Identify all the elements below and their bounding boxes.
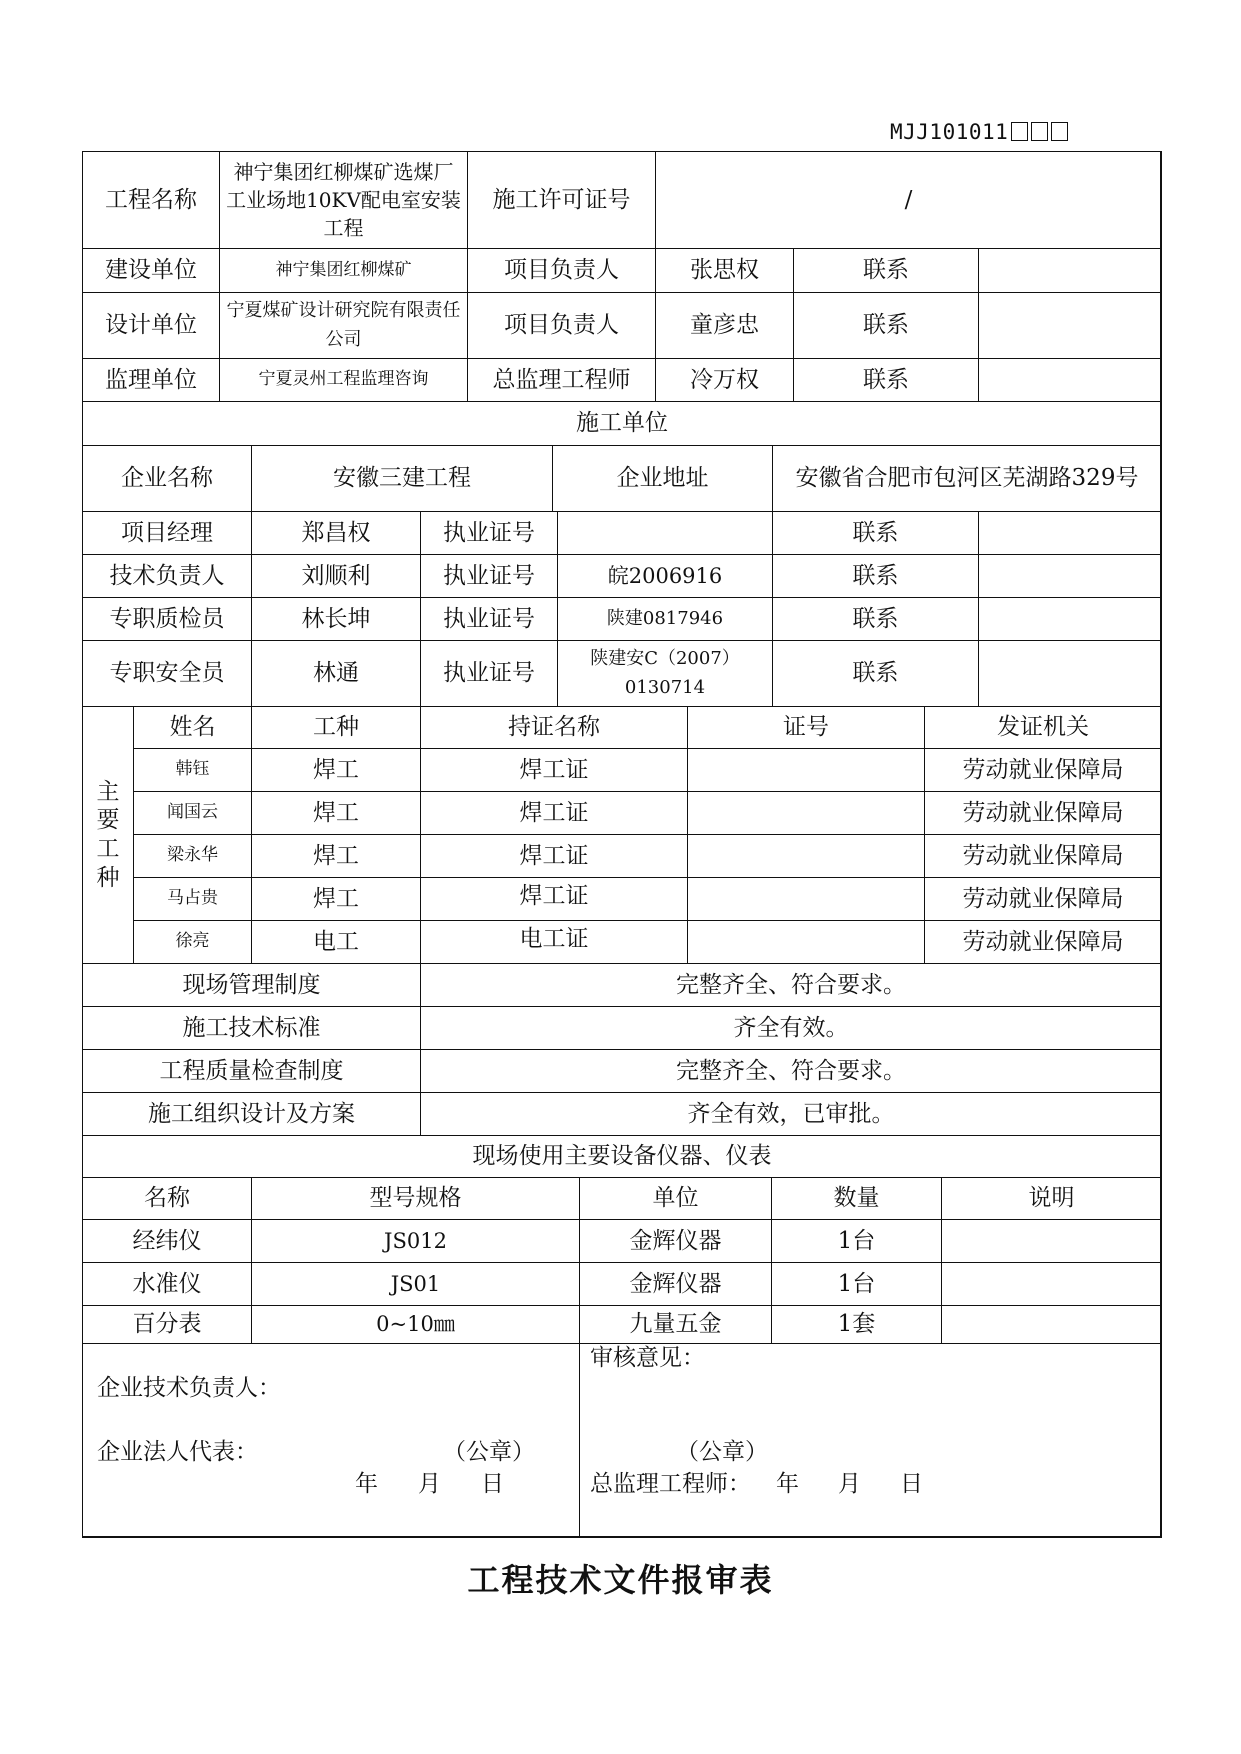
staff-cert-label: 执业证号: [421, 555, 558, 598]
party-role: 总监理工程师: [468, 359, 656, 402]
worker-trade: 焊工: [252, 749, 421, 792]
worker-cert-no: [688, 921, 925, 964]
party-contact-label: 联系: [794, 359, 979, 402]
code-box-1: [1011, 122, 1028, 141]
worker-name: 韩钰: [134, 749, 252, 792]
party-name: 宁夏灵州工程监理咨询: [220, 359, 468, 402]
management-label: 施工技术标准: [83, 1007, 421, 1050]
worker-trade: 电工: [252, 921, 421, 964]
staff-name: 林长坤: [252, 598, 421, 641]
equipment-model: JS01: [252, 1263, 580, 1306]
staff-cert-label: 执业证号: [421, 512, 558, 555]
staff-cert: 陕建安C（2007）0130714: [558, 641, 773, 707]
workers-col-issuer: 发证机关: [925, 707, 1162, 749]
party-contact-label: 联系: [794, 249, 979, 293]
party-label: 设计单位: [83, 293, 220, 359]
review-year: 年: [776, 1471, 799, 1497]
party-row: [83, 249, 1162, 293]
staff-role: 项目经理: [83, 512, 252, 555]
staff-contact-value: [979, 641, 1162, 707]
address-label: 企业地址: [553, 446, 773, 512]
management-row: [83, 1050, 1162, 1093]
signoff-right: [580, 1344, 1162, 1538]
worker-cert-name: 焊工证: [421, 749, 688, 792]
company-table: [82, 445, 1162, 512]
party-row: [83, 359, 1162, 402]
staff-cert-label: 执业证号: [421, 598, 558, 641]
management-value: 完整齐全、符合要求。: [421, 964, 1162, 1007]
staff-cert: 陕建0817946: [558, 598, 773, 641]
staff-cert: [558, 512, 773, 555]
worker-cert-name: 焊工证: [421, 792, 688, 835]
staff-row: [83, 641, 1162, 707]
management-value: 齐全有效，已审批。: [421, 1093, 1162, 1136]
equipment-note: [942, 1306, 1162, 1344]
equipment-unit: 九量五金: [580, 1306, 772, 1344]
management-label: 工程质量检查制度: [83, 1050, 421, 1093]
staff-row: [83, 598, 1162, 641]
party-role: 项目负责人: [468, 293, 656, 359]
equipment-model: 0~10㎜: [252, 1306, 580, 1344]
worker-row: [83, 792, 1162, 835]
worker-trade: 焊工: [252, 835, 421, 878]
company-seal: （公章）: [443, 1439, 535, 1465]
worker-issuer: 劳动就业保障局: [925, 921, 1162, 964]
equipment-col-row: [83, 1178, 1162, 1220]
sign-day: 日: [481, 1471, 504, 1497]
worker-issuer: 劳动就业保障局: [925, 878, 1162, 921]
equipment-qty: 1台: [772, 1220, 942, 1263]
party-name: 神宁集团红柳煤矿: [220, 249, 468, 293]
staff-row: [83, 555, 1162, 598]
party-row: [83, 293, 1162, 359]
party-contact-value: [979, 359, 1162, 402]
document-code: [890, 120, 1068, 144]
workers-table: [82, 706, 1162, 964]
worker-name: 马占贵: [134, 878, 252, 921]
worker-row: [83, 749, 1162, 792]
equipment-row: [83, 1220, 1162, 1263]
document-code-text: MJJ101011: [890, 120, 1009, 144]
construction-header-row: [83, 402, 1162, 446]
equipment-table: [82, 1177, 1162, 1344]
party-label: 监理单位: [83, 359, 220, 402]
equipment-col-note: 说明: [942, 1178, 1162, 1220]
worker-row: [83, 878, 1162, 921]
workers-header-row: [83, 707, 1162, 749]
staff-role: 技术负责人: [83, 555, 252, 598]
worker-row: [83, 835, 1162, 878]
party-contact-label: 联系: [794, 293, 979, 359]
document-title: 工程技术文件报审表: [467, 1561, 774, 1599]
equipment-note: [942, 1220, 1162, 1263]
worker-trade: 焊工: [252, 878, 421, 921]
equipment-col-model: 型号规格: [252, 1178, 580, 1220]
project-table: [82, 151, 1162, 446]
project-label: 工程名称: [83, 152, 220, 249]
staff-cert-label: 执业证号: [421, 641, 558, 707]
staff-contact-value: [979, 598, 1162, 641]
signoff-left: [83, 1344, 580, 1538]
management-value: 齐全有效。: [421, 1007, 1162, 1050]
management-label: 现场管理制度: [83, 964, 421, 1007]
staff-contact-value: [979, 512, 1162, 555]
project-row: [83, 152, 1162, 249]
supervisor-seal: （公章）: [676, 1439, 768, 1465]
equipment-name: 百分表: [83, 1306, 252, 1344]
signoff-row: [83, 1344, 1162, 1538]
workers-col-trade: 工种: [252, 707, 421, 749]
worker-cert-no: [688, 792, 925, 835]
equipment-name: 经纬仪: [83, 1220, 252, 1263]
staff-name: 郑昌权: [252, 512, 421, 555]
workers-side-label-text: 主要工种: [96, 778, 120, 891]
code-box-3: [1051, 122, 1068, 141]
equipment-model: JS012: [252, 1220, 580, 1263]
signoff-table: [82, 1343, 1162, 1538]
party-role: 项目负责人: [468, 249, 656, 293]
equipment-unit: 金辉仪器: [580, 1263, 772, 1306]
worker-name: 梁永华: [134, 835, 252, 878]
worker-issuer: 劳动就业保障局: [925, 835, 1162, 878]
management-table: [82, 963, 1162, 1178]
management-label: 施工组织设计及方案: [83, 1093, 421, 1136]
review-month: 月: [838, 1471, 861, 1497]
equipment-row: [83, 1263, 1162, 1306]
staff-row: [83, 512, 1162, 555]
company-row: [83, 446, 1162, 512]
staff-table: [82, 511, 1162, 707]
staff-name: 林通: [252, 641, 421, 707]
company-name: 安徽三建工程: [252, 446, 553, 512]
worker-cert-no: [688, 878, 925, 921]
party-person: 张思权: [656, 249, 794, 293]
staff-role: 专职安全员: [83, 641, 252, 707]
equipment-col-qty: 数量: [772, 1178, 942, 1220]
equipment-row: [83, 1306, 1162, 1344]
equipment-header-row: [83, 1136, 1162, 1178]
worker-cert-no: [688, 749, 925, 792]
management-value: 完整齐全、符合要求。: [421, 1050, 1162, 1093]
equipment-col-unit: 单位: [580, 1178, 772, 1220]
equipment-unit: 金辉仪器: [580, 1220, 772, 1263]
workers-col-name: 姓名: [134, 707, 252, 749]
party-name: 宁夏煤矿设计研究院有限责任公司: [220, 293, 468, 359]
staff-name: 刘顺利: [252, 555, 421, 598]
sign-year: 年: [355, 1471, 378, 1497]
staff-contact-label: 联系: [773, 641, 979, 707]
equipment-col-name: 名称: [83, 1178, 252, 1220]
worker-issuer: 劳动就业保障局: [925, 749, 1162, 792]
review-day: 日: [900, 1471, 923, 1497]
party-person: 童彦忠: [656, 293, 794, 359]
equipment-qty: 1台: [772, 1263, 942, 1306]
legal-rep-label: 企业法人代表：: [97, 1439, 258, 1465]
worker-row: [83, 921, 1162, 964]
company-label: 企业名称: [83, 446, 252, 512]
management-row: [83, 1093, 1162, 1136]
worker-cert-no: [688, 835, 925, 878]
company-address: 安徽省合肥市包河区芜湖路329号: [773, 446, 1162, 512]
worker-issuer: 劳动就业保障局: [925, 792, 1162, 835]
party-person: 冷万权: [656, 359, 794, 402]
staff-role: 专职质检员: [83, 598, 252, 641]
staff-contact-label: 联系: [773, 598, 979, 641]
code-box-2: [1031, 122, 1048, 141]
worker-trade: 焊工: [252, 792, 421, 835]
party-contact-value: [979, 293, 1162, 359]
staff-contact-value: [979, 555, 1162, 598]
equipment-name: 水准仪: [83, 1263, 252, 1306]
worker-cert-name: 焊工证: [421, 835, 688, 878]
project-name: 神宁集团红柳煤矿选煤厂工业场地10KV配电室安装工程: [220, 152, 468, 249]
party-contact-value: [979, 249, 1162, 293]
workers-col-cert-no: 证号: [688, 707, 925, 749]
permit-value: /: [656, 152, 1162, 249]
staff-contact-label: 联系: [773, 512, 979, 555]
workers-side-label: [83, 707, 134, 964]
construction-header: 施工单位: [83, 402, 1162, 446]
management-row: [83, 1007, 1162, 1050]
permit-label: 施工许可证号: [468, 152, 656, 249]
party-label: 建设单位: [83, 249, 220, 293]
worker-cert-name: 焊工证: [421, 878, 688, 921]
staff-cert: 皖2006916: [558, 555, 773, 598]
sign-month: 月: [418, 1471, 441, 1497]
review-label: 审核意见：: [590, 1345, 705, 1371]
chief-engineer-label: 总监理工程师：: [590, 1471, 751, 1497]
worker-name: 闻国云: [134, 792, 252, 835]
equipment-header: 现场使用主要设备仪器、仪表: [83, 1136, 1162, 1178]
equipment-note: [942, 1263, 1162, 1306]
tech-lead-label: 企业技术负责人：: [97, 1375, 281, 1401]
management-row: [83, 964, 1162, 1007]
equipment-qty: 1套: [772, 1306, 942, 1344]
worker-cert-name: 电工证: [421, 921, 688, 964]
worker-name: 徐亮: [134, 921, 252, 964]
staff-contact-label: 联系: [773, 555, 979, 598]
workers-col-cert-name: 持证名称: [421, 707, 688, 749]
